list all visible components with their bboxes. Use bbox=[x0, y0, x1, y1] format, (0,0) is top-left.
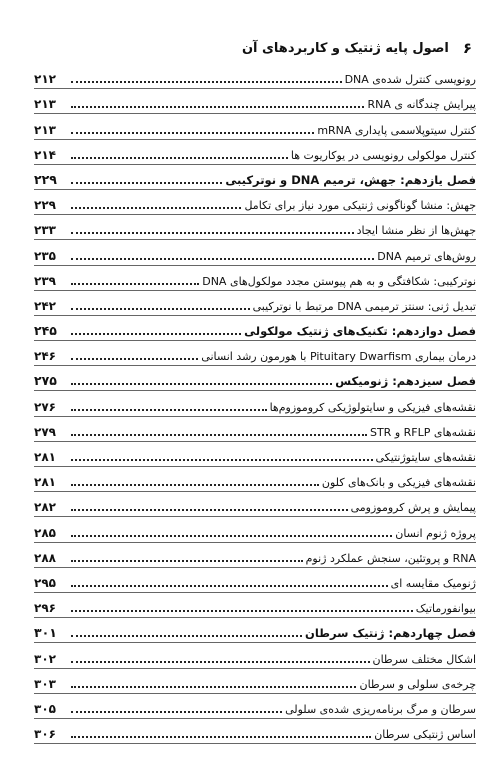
dot-leader bbox=[71, 660, 370, 663]
dot-leader bbox=[71, 181, 222, 184]
toc-page-number: ۲۴۲ bbox=[34, 298, 56, 313]
toc-entry-title: اساس ژنتیکی سرطان bbox=[374, 728, 476, 742]
toc-entry bbox=[34, 669, 476, 694]
toc-page-number: ۲۸۱ bbox=[34, 475, 56, 490]
dot-leader bbox=[71, 357, 198, 360]
book-title: اصول پایه ژنتیک و کاربردهای آن bbox=[241, 40, 449, 56]
dot-leader bbox=[71, 534, 392, 537]
dot-leader bbox=[71, 206, 241, 209]
toc-page-number: ۲۱۴ bbox=[34, 147, 56, 162]
toc-entry bbox=[34, 291, 476, 316]
toc-entry-title: بیوانفورماتیک bbox=[415, 602, 476, 616]
toc-page-number: ۲۱۳ bbox=[34, 122, 56, 137]
toc-chapter-heading bbox=[34, 316, 476, 341]
toc-page-number: ۲۸۱ bbox=[34, 450, 56, 464]
toc-entry-title: ژنومیک مقایسه ای bbox=[390, 576, 476, 590]
toc-entry bbox=[34, 240, 476, 265]
toc-page-number: ۲۸۲ bbox=[34, 500, 56, 515]
toc-entry bbox=[34, 517, 476, 542]
dot-leader bbox=[71, 105, 364, 108]
page-header bbox=[28, 38, 472, 58]
toc-entry-title: نوترکیبی: شکافتگی و به هم پیوستن مجدد مولکول‌های DNA bbox=[202, 274, 476, 288]
dot-leader bbox=[71, 433, 367, 436]
toc-entry bbox=[34, 568, 476, 593]
toc-page-number: ۲۳۹ bbox=[34, 273, 56, 288]
toc-entry bbox=[34, 417, 476, 442]
toc-page-number: ۲۸۸ bbox=[34, 550, 56, 565]
toc-entry bbox=[34, 492, 476, 517]
toc-page-number: ۲۳۳ bbox=[34, 223, 56, 238]
dot-leader bbox=[71, 382, 332, 385]
toc-entry-title: سرطان و مرگ برنامه‌ریزی شده‌ی سلولی bbox=[285, 702, 476, 716]
page-number: ۶ bbox=[462, 39, 472, 57]
toc-page-number: ۲۴۶ bbox=[34, 349, 56, 364]
toc-page-number: ۲۸۵ bbox=[34, 525, 56, 540]
dot-leader bbox=[71, 282, 199, 285]
dot-leader bbox=[71, 257, 374, 260]
toc-entry-title: کنترل سیتوپلاسمی پایداری mRNA bbox=[317, 123, 476, 137]
toc-entry bbox=[34, 341, 476, 366]
toc-page-number: ۲۱۲ bbox=[34, 72, 56, 87]
toc-entry-title: تبدیل ژنی: سنتز ترمیمی DNA مرتبط با نوترکیبی bbox=[252, 299, 476, 313]
dot-leader bbox=[71, 559, 303, 562]
toc-entry bbox=[34, 89, 476, 114]
toc-page-number: ۳۰۵ bbox=[34, 701, 56, 716]
toc-entry bbox=[34, 593, 476, 618]
toc-entry-title: نقشه‌های فیزیکی و بانک‌های کلون bbox=[321, 476, 476, 490]
dot-leader bbox=[71, 710, 282, 713]
toc-entry-title: پیرایش چندگانه ی RNA bbox=[367, 98, 476, 112]
dot-leader bbox=[71, 735, 371, 738]
toc-page-number: ۲۹۵ bbox=[34, 575, 56, 590]
dot-leader bbox=[71, 634, 302, 637]
dot-leader bbox=[71, 458, 373, 461]
toc-entry-title: فصل دوازدهم: تکنیک‌های ژنتیک مولکولی bbox=[244, 324, 476, 339]
toc-entry bbox=[34, 64, 476, 89]
toc-page-number: ۲۱۳ bbox=[34, 97, 56, 112]
dot-leader bbox=[71, 508, 348, 511]
dot-leader bbox=[71, 483, 319, 486]
toc-entry-title: رونویسی کنترل شده‌ی DNA bbox=[344, 73, 476, 87]
toc-entry-title: نقشه‌های سایتوژنتیکی bbox=[375, 451, 476, 464]
toc-entry-title: روش‌های ترمیم DNA bbox=[377, 249, 476, 263]
dot-leader bbox=[71, 332, 241, 335]
toc-page-number: ۲۷۶ bbox=[34, 399, 56, 414]
toc-entry-title: پیمایش و پرش کروموزومی bbox=[350, 501, 476, 515]
toc-chapter-heading bbox=[34, 366, 476, 391]
toc-entry-title: چرخه‌ی سلولی و سرطان bbox=[359, 677, 476, 691]
toc-entry-title: جهش‌ها از نظر منشا ایجاد bbox=[356, 224, 476, 238]
toc-entry-title: نقشه‌های RFLP و STR bbox=[369, 425, 476, 439]
toc-entry-title: RNA و پروتئین، سنجش عملکرد ژنوم bbox=[305, 551, 476, 565]
toc-entry-title: فصل سیزدهم: ژنومیکس bbox=[335, 374, 476, 389]
dot-leader bbox=[71, 609, 413, 612]
toc-entry bbox=[34, 543, 476, 568]
toc-chapter-heading bbox=[34, 165, 476, 190]
toc-entry bbox=[34, 442, 476, 467]
toc-entry bbox=[34, 114, 476, 139]
dot-leader bbox=[71, 584, 388, 587]
toc-entry bbox=[34, 719, 476, 744]
table-of-contents bbox=[34, 64, 476, 744]
toc-entry-title: درمان بیماری Pituitary Dwarfism با هورمون رشد انسانی bbox=[201, 350, 476, 364]
toc-entry-title: نقشه‌های فیزیکی و سایتولوژیکی کروموزوم‌ها bbox=[269, 400, 476, 414]
toc-entry bbox=[34, 391, 476, 416]
toc-entry bbox=[34, 140, 476, 165]
toc-page-number: ۳۰۱ bbox=[34, 625, 57, 641]
toc-chapter-heading bbox=[34, 618, 476, 643]
toc-page-number: ۳۰۳ bbox=[34, 676, 56, 691]
toc-entry bbox=[34, 266, 476, 291]
dot-leader bbox=[71, 156, 288, 159]
toc-entry-title: فصل یازدهم: جهش، ترمیم DNA و نوترکیبی bbox=[225, 172, 476, 187]
toc-entry bbox=[34, 215, 476, 240]
toc-page-number: ۲۷۵ bbox=[34, 373, 57, 389]
dot-leader bbox=[71, 307, 250, 310]
toc-page-number: ۳۰۲ bbox=[34, 651, 56, 666]
dot-leader bbox=[71, 131, 314, 134]
toc-entry bbox=[34, 643, 476, 668]
toc-page-number: ۲۳۵ bbox=[34, 248, 56, 263]
toc-page-number: ۳۰۶ bbox=[34, 727, 56, 742]
toc-page-number: ۲۴۵ bbox=[34, 323, 57, 339]
toc-entry bbox=[34, 694, 476, 719]
toc-entry-title: فصل چهاردهم: ژنتیک سرطان bbox=[305, 626, 476, 641]
toc-entry-title: پروژه ژنوم انسان bbox=[395, 526, 476, 540]
toc-page-number: ۲۲۹ bbox=[34, 171, 57, 187]
toc-page-number: ۲۹۶ bbox=[34, 601, 56, 616]
toc-page-number: ۲۷۹ bbox=[34, 424, 56, 439]
dot-leader bbox=[71, 80, 342, 83]
dot-leader bbox=[71, 685, 356, 688]
dot-leader bbox=[71, 408, 267, 411]
toc-entry-title: کنترل مولکولی رونویسی در یوکاریوت ها bbox=[290, 148, 476, 162]
toc-entry bbox=[34, 467, 476, 492]
toc-page-number: ۲۲۹ bbox=[34, 198, 56, 213]
dot-leader bbox=[71, 231, 354, 234]
toc-entry-title: جهش: منشا گوناگونی ژنتیکی مورد نیاز برای تکامل bbox=[244, 199, 476, 213]
toc-entry bbox=[34, 190, 476, 215]
toc-entry-title: اشکال مختلف سرطان bbox=[372, 652, 476, 666]
